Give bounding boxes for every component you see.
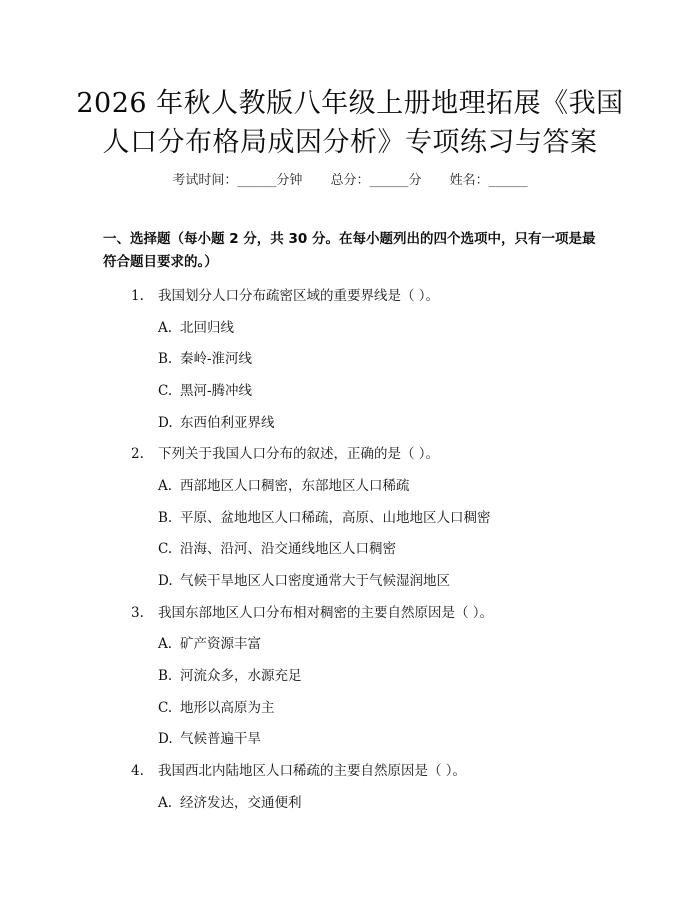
section-heading-choice: 一、选择题（每小题 2 分，共 30 分。在每小题列出的四个选项中，只有一项是最符合题目要求的。） (103, 231, 596, 270)
option-letter: B. (158, 668, 173, 684)
student-name-field: 姓名：______ (449, 173, 528, 188)
question-4-option-a (158, 791, 302, 811)
option-letter: D. (158, 573, 173, 589)
question-4 (131, 759, 466, 779)
option-text: 北回归线 (180, 320, 234, 336)
total-score-field: 总分：______分 (330, 173, 422, 188)
option-text: 秦岭-淮河线 (180, 351, 253, 367)
option-letter: D. (158, 731, 173, 747)
question-number: 1. (131, 288, 144, 304)
question-number: 3. (131, 605, 144, 621)
option-text: 西部地区人口稠密，东部地区人口稀疏 (180, 478, 410, 494)
question-1-option-b (158, 347, 252, 367)
option-text: 气候干旱地区人口密度通常大于气候湿润地区 (180, 573, 450, 589)
question-1-option-c (158, 379, 252, 399)
option-letter: C. (158, 541, 173, 557)
option-letter: A. (158, 636, 173, 652)
option-text: 经济发达，交通便利 (180, 795, 302, 811)
option-letter: A. (158, 320, 173, 336)
option-text: 地形以高原为主 (180, 700, 275, 716)
title-line-2: 人口分布格局成因分析》专项练习与答案 (102, 127, 598, 158)
document-title (0, 84, 700, 162)
question-number: 2. (131, 446, 144, 462)
option-text: 黑河-腾冲线 (180, 383, 253, 399)
question-1-option-d (158, 411, 275, 431)
question-2 (131, 442, 439, 462)
question-2-option-a (158, 474, 410, 494)
question-2-option-d (158, 569, 450, 589)
option-letter: A. (158, 478, 173, 494)
question-3-option-c (158, 696, 275, 716)
question-2-option-b (158, 506, 491, 526)
option-letter: A. (158, 795, 173, 811)
question-2-option-c (158, 537, 396, 557)
question-3 (131, 601, 493, 621)
question-1-option-a (158, 316, 234, 336)
question-1 (131, 284, 439, 304)
option-letter: B. (158, 351, 173, 367)
exam-time-field: 考试时间：______分钟 (172, 173, 303, 188)
option-letter: B. (158, 510, 173, 526)
question-text: 我国西北内陆地区人口稀疏的主要自然原因是（ ）。 (158, 763, 467, 779)
option-letter: C. (158, 383, 173, 399)
question-3-option-b (158, 664, 302, 684)
question-text: 我国划分人口分布疏密区域的重要界线是（ ）。 (158, 288, 440, 304)
question-3-option-a (158, 632, 261, 652)
option-text: 河流众多，水源充足 (180, 668, 302, 684)
option-text: 平原、盆地地区人口稀疏，高原、山地地区人口稠密 (180, 510, 491, 526)
question-text: 下列关于我国人口分布的叙述，正确的是（ ）。 (158, 446, 440, 462)
option-text: 矿产资源丰富 (180, 636, 261, 652)
option-letter: D. (158, 415, 173, 431)
option-text: 东西伯利亚界线 (180, 415, 275, 431)
question-3-option-d (158, 727, 261, 747)
question-number: 4. (131, 763, 144, 779)
option-text: 气候普遍干旱 (180, 731, 261, 747)
option-text: 沿海、沿河、沿交通线地区人口稠密 (180, 541, 396, 557)
question-text: 我国东部地区人口分布相对稠密的主要自然原因是（ ）。 (158, 605, 494, 621)
option-letter: C. (158, 700, 173, 716)
title-line-1: 2026 年秋人教版八年级上册地理拓展《我国 (76, 88, 624, 119)
exam-meta (0, 169, 700, 188)
